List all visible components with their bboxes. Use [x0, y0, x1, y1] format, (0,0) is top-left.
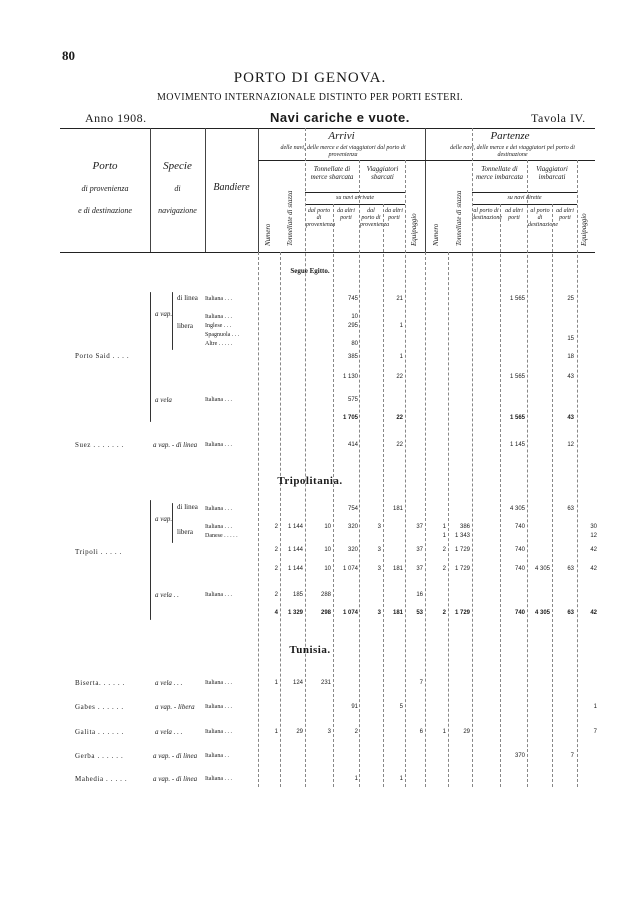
- flag-italiana: Italiana . .: [205, 753, 229, 759]
- cell: 1 074: [342, 610, 358, 616]
- cell: 2: [274, 524, 278, 530]
- header-numero-p: Numero: [432, 223, 440, 246]
- cell: 15: [567, 336, 574, 342]
- header-al-porto: al porto di destinazione: [472, 208, 502, 221]
- cell: 80: [351, 341, 358, 347]
- flag-italiana: Italiana . . .: [205, 592, 232, 598]
- flag-altre: Altre . . . . .: [205, 341, 233, 347]
- cell: 1 705: [342, 415, 358, 421]
- cell: 1 144: [287, 566, 303, 572]
- cell: 3: [377, 547, 381, 553]
- col-divider: [258, 128, 259, 252]
- brace: [150, 292, 151, 422]
- cell: 1: [593, 704, 597, 710]
- header-porto: Porto: [92, 160, 118, 172]
- cell: 5: [399, 704, 403, 710]
- cell: 2: [442, 610, 446, 616]
- cell: 740: [514, 547, 525, 553]
- cell: 91: [351, 704, 358, 710]
- flag-italiana: Italiana . . .: [205, 397, 232, 403]
- specie-a-vap-di-linea: a vap. - di linea: [153, 752, 198, 760]
- cell: 2: [354, 729, 358, 735]
- body-divider: [405, 160, 406, 787]
- specie-a-vela: a vela . . .: [155, 728, 183, 736]
- specie-a-vela: a vela . . .: [155, 679, 183, 687]
- flag-italiana: Italiana . . .: [205, 680, 232, 686]
- cell: 1: [399, 323, 403, 329]
- cell: 1 329: [287, 610, 303, 616]
- cell: 29: [296, 729, 303, 735]
- specie-libera: libera: [177, 528, 193, 536]
- port-gabes: Gabes . . . . . .: [75, 703, 124, 711]
- cell: 1 343: [454, 533, 470, 539]
- header-bandiere: Bandiere: [213, 182, 250, 193]
- specie-a-vela: a vela . .: [155, 591, 179, 599]
- cell: 181: [392, 506, 403, 512]
- cell: 1 729: [454, 566, 470, 572]
- header-dal-porto: dal porto di provenienza: [306, 208, 336, 228]
- year-label: Anno 1908.: [85, 111, 147, 125]
- cell: 385: [347, 354, 358, 360]
- cell: 22: [396, 415, 403, 421]
- cell: 181: [392, 566, 403, 572]
- cell: 2: [274, 547, 278, 553]
- specie-di-linea: di linea: [177, 294, 198, 302]
- header-rule: [258, 160, 595, 161]
- cell: 295: [347, 323, 358, 329]
- cell: 3: [377, 566, 381, 572]
- cell: 740: [514, 566, 525, 572]
- body-divider: [500, 204, 501, 787]
- cell: 10: [351, 314, 358, 320]
- section-tunisia: Tunisia.: [289, 644, 331, 656]
- header-rule: [472, 204, 577, 205]
- cell: 1 565: [509, 415, 525, 421]
- header-dal-porto-viagg: dal porto di provenienza: [360, 208, 390, 228]
- cell: 10: [324, 547, 331, 553]
- cell: 1: [442, 524, 446, 530]
- flag-italiana: Italiana . . .: [205, 729, 232, 735]
- cell: 1 145: [509, 442, 525, 448]
- cell: 37: [416, 566, 423, 572]
- specie-di-linea: di linea: [177, 503, 198, 511]
- table-heading: Navi cariche e vuote.: [270, 110, 410, 125]
- header-tonn-sbarcata: Tonnellate di merce sbarcata: [310, 165, 354, 181]
- header-partenze: Partenze: [490, 130, 530, 142]
- cell: 1 729: [454, 610, 470, 616]
- body-divider: [472, 128, 473, 787]
- port-tripoli: Tripoli . . . . .: [75, 548, 122, 556]
- cell: 740: [514, 524, 525, 530]
- flag-italiana: Italiana . . .: [205, 506, 232, 512]
- flag-italiana: Italiana . . .: [205, 442, 232, 448]
- cell: 4 305: [509, 506, 525, 512]
- body-divider: [425, 252, 426, 787]
- cell: 1 565: [509, 374, 525, 380]
- col-divider: [425, 128, 426, 252]
- cell: 63: [567, 506, 574, 512]
- cell: 53: [416, 610, 423, 616]
- header-ad-altri: ad altri porti: [505, 208, 523, 221]
- body-divider: [359, 160, 360, 787]
- cell: 1: [442, 533, 446, 539]
- header-rule: [472, 192, 577, 193]
- page-number: 80: [62, 48, 75, 63]
- cell: 1: [399, 776, 403, 782]
- cell: 63: [567, 566, 574, 572]
- body-divider: [448, 252, 449, 787]
- header-specie: Specie: [163, 160, 192, 172]
- cell: 7: [419, 680, 423, 686]
- specie-a-vela: a vela: [155, 396, 172, 404]
- header-su-navi-dirette: su navi dirette: [507, 195, 542, 201]
- flag-italiana: Italiana . . .: [205, 314, 232, 320]
- cell: 745: [347, 296, 358, 302]
- cell: 2: [274, 566, 278, 572]
- cell: 6: [419, 729, 423, 735]
- cell: 1 144: [287, 547, 303, 553]
- cell: 7: [593, 729, 597, 735]
- specie-a-vap: a vap.: [155, 515, 173, 523]
- specie-a-vap: a vap.: [155, 310, 173, 318]
- cell: 185: [292, 592, 303, 598]
- cell: 370: [514, 753, 525, 759]
- flag-danese: Danese . . . . .: [205, 533, 238, 539]
- body-divider: [552, 204, 553, 787]
- cell: 10: [324, 524, 331, 530]
- port-gerba: Gerba . . . . . .: [75, 752, 124, 760]
- body-divider: [280, 252, 281, 787]
- port-galita: Galita . . . . . .: [75, 728, 124, 736]
- page-subtitle: MOVIMENTO INTERNAZIONALE DISTINTO PER PORTI ESTERI.: [157, 92, 463, 103]
- cell: 1: [399, 354, 403, 360]
- body-divider: [258, 252, 259, 787]
- brace: [150, 500, 151, 620]
- header-tonn-stazza-p: Tonnellate di stazza: [455, 190, 463, 246]
- specie-a-vap-di-linea: a vap. - di linea: [153, 441, 198, 449]
- flag-spagnuola: Spagnuola . . .: [205, 332, 240, 338]
- section-egitto: Segue Egitto.: [290, 267, 330, 275]
- cell: 21: [396, 296, 403, 302]
- cell: 10: [324, 566, 331, 572]
- cell: 4 305: [534, 566, 550, 572]
- body-divider: [577, 160, 578, 787]
- cell: 37: [416, 547, 423, 553]
- cell: 1 565: [509, 296, 525, 302]
- cell: 22: [396, 374, 403, 380]
- page-title: PORTO DI GENOVA.: [233, 70, 387, 86]
- body-divider: [383, 204, 384, 787]
- header-specie-2: di: [174, 184, 181, 193]
- port-mahedia: Mahedia . . . . .: [75, 775, 128, 783]
- cell: 575: [347, 397, 358, 403]
- cell: 754: [347, 506, 358, 512]
- flag-italiana: Italiana . . .: [205, 296, 232, 302]
- header-arrivi-sub: delle navi, delle merce e dei viaggiatori dal porto di provenienza: [280, 145, 406, 158]
- cell: 37: [416, 524, 423, 530]
- header-su-navi-arrivate: su navi arrivate: [336, 195, 374, 201]
- body-divider: [527, 160, 528, 787]
- cell: 386: [459, 524, 470, 530]
- specie-a-vap-di-linea: a vap. - di linea: [153, 775, 198, 783]
- cell: 22: [396, 442, 403, 448]
- port-porto-said: Porto Said . . . .: [75, 352, 130, 360]
- specie-a-vap-libera: a vap. - libera: [155, 703, 195, 711]
- cell: 288: [320, 592, 331, 598]
- cell: 63: [567, 610, 574, 616]
- flag-italiana: Italiana . . .: [205, 524, 232, 530]
- cell: 42: [590, 610, 597, 616]
- header-tonn-imbarcata: Tonnellate di merce imbarcata: [475, 165, 524, 181]
- header-top-rule: [60, 128, 595, 129]
- cell: 231: [320, 680, 331, 686]
- header-da-altri-viagg: da altri porti: [385, 208, 403, 221]
- cell: 3: [377, 610, 381, 616]
- header-ad-altri-viagg: ad altri porti: [556, 208, 574, 221]
- cell: 298: [320, 610, 331, 616]
- cell: 30: [590, 524, 597, 530]
- header-porto-2: di provenienza: [81, 184, 129, 193]
- cell: 4 305: [534, 610, 550, 616]
- body-divider: [333, 204, 334, 787]
- header-viagg-imbarcati: Viaggiatori imbarcati: [536, 165, 568, 181]
- specie-libera: libera: [177, 322, 193, 330]
- cell: 2: [274, 592, 278, 598]
- cell: 43: [567, 415, 574, 421]
- cell: 1: [274, 729, 278, 735]
- cell: 414: [347, 442, 358, 448]
- cell: 740: [514, 610, 525, 616]
- cell: 1 074: [342, 566, 358, 572]
- header-specie-3: navigazione: [158, 206, 197, 215]
- header-al-porto-viagg: al porto di destinazione: [528, 208, 558, 228]
- cell: 2: [442, 547, 446, 553]
- cell: 181: [392, 610, 403, 616]
- cell: 42: [590, 566, 597, 572]
- header-viagg-sbarcati: Viaggiatori sbarcati: [366, 165, 399, 181]
- brace: [172, 503, 173, 543]
- cell: 4: [274, 610, 278, 616]
- cell: 320: [347, 547, 358, 553]
- cell: 2: [442, 566, 446, 572]
- cell: 320: [347, 524, 358, 530]
- cell: 1: [442, 729, 446, 735]
- flag-italiana: Italiana . . .: [205, 704, 232, 710]
- cell: 3: [327, 729, 331, 735]
- header-numero: Numero: [264, 223, 272, 246]
- header-bottom-rule: [60, 252, 595, 253]
- header-rule: [305, 204, 405, 205]
- cell: 43: [567, 374, 574, 380]
- brace: [172, 292, 173, 350]
- body-divider: [305, 128, 306, 787]
- cell: 1: [354, 776, 358, 782]
- cell: 12: [567, 442, 574, 448]
- header-equipaggio-p: Equipaggio: [580, 213, 588, 246]
- flag-inglese: Inglese . . .: [205, 323, 232, 329]
- cell: 42: [590, 547, 597, 553]
- port-biserta: Biserta. . . . . .: [75, 679, 125, 687]
- header-rule: [305, 192, 405, 193]
- cell: 7: [570, 753, 574, 759]
- header-porto-3: e di destinazione: [78, 206, 132, 215]
- table-ref: Tavola IV.: [531, 111, 586, 125]
- cell: 25: [567, 296, 574, 302]
- cell: 12: [590, 533, 597, 539]
- header-da-altri: da altri porti: [337, 208, 355, 221]
- cell: 1 144: [287, 524, 303, 530]
- cell: 3: [377, 524, 381, 530]
- cell: 1 729: [454, 547, 470, 553]
- flag-italiana: Italiana . . .: [205, 776, 232, 782]
- port-suez: Suez . . . . . . .: [75, 441, 124, 449]
- section-tripolitania: Tripolitania.: [277, 475, 343, 487]
- cell: 18: [567, 354, 574, 360]
- cell: 1 130: [342, 374, 358, 380]
- cell: 1: [274, 680, 278, 686]
- cell: 29: [463, 729, 470, 735]
- header-equipaggio: Equipaggio: [410, 213, 418, 246]
- header-arrivi: Arrivi: [328, 130, 355, 142]
- header-tonn-stazza: Tonnellate di stazza: [286, 190, 294, 246]
- header-partenze-sub: delle navi, delle merce e dei viaggiatori pel porto di destinazione: [450, 145, 575, 158]
- cell: 16: [416, 592, 423, 598]
- cell: 124: [292, 680, 303, 686]
